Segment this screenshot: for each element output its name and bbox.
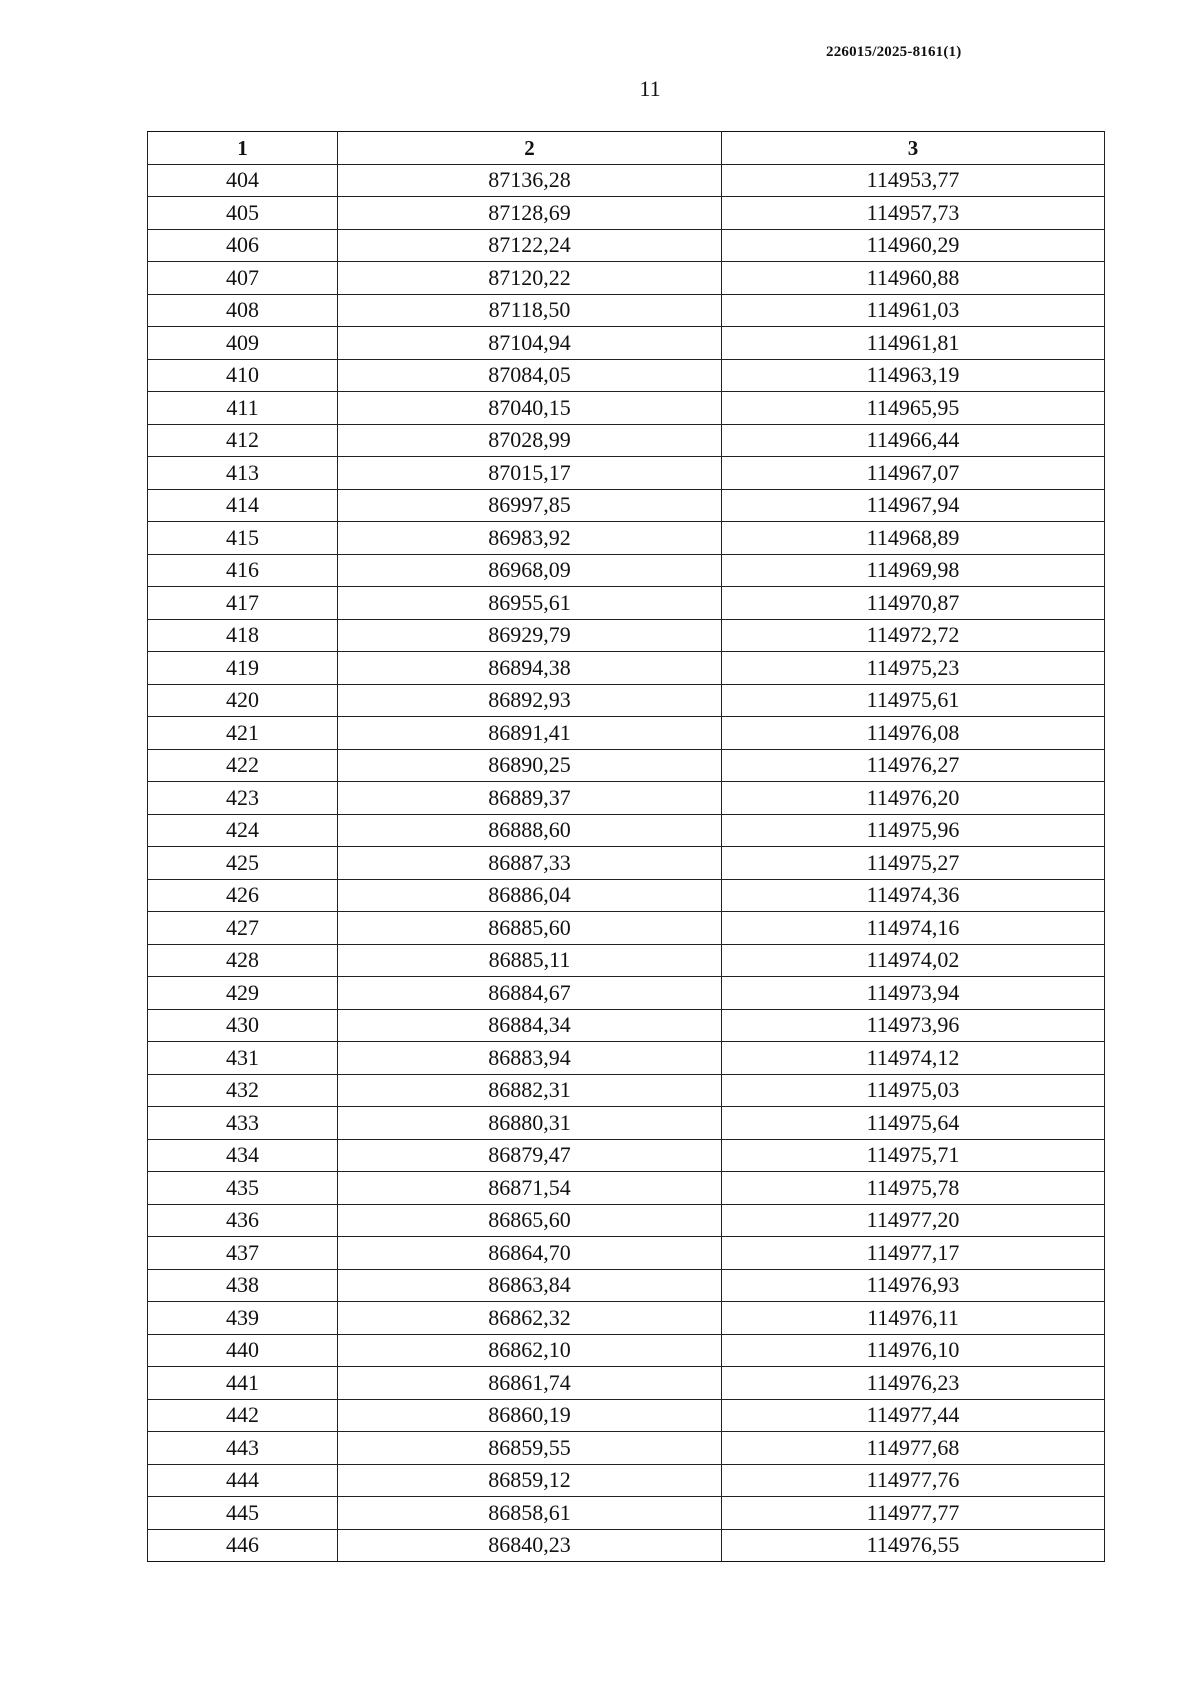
x-coordinate-cell: 86886,04 xyxy=(338,879,722,912)
column-header-3: 3 xyxy=(722,132,1105,165)
y-coordinate-cell: 114977,68 xyxy=(722,1432,1105,1465)
table-row xyxy=(148,717,1105,750)
y-coordinate-cell: 114960,29 xyxy=(722,229,1105,262)
table-row xyxy=(148,1009,1105,1042)
table-row xyxy=(148,294,1105,327)
document-code: 226015/2025-8161(1) xyxy=(826,44,962,60)
point-number-cell: 420 xyxy=(148,684,338,717)
x-coordinate-cell: 86968,09 xyxy=(338,554,722,587)
y-coordinate-cell: 114976,27 xyxy=(722,749,1105,782)
y-coordinate-cell: 114975,64 xyxy=(722,1107,1105,1140)
point-number-cell: 443 xyxy=(148,1432,338,1465)
point-number-cell: 446 xyxy=(148,1529,338,1562)
point-number-cell: 415 xyxy=(148,522,338,555)
x-coordinate-cell: 86887,33 xyxy=(338,847,722,880)
y-coordinate-cell: 114974,16 xyxy=(722,912,1105,945)
y-coordinate-cell: 114976,93 xyxy=(722,1269,1105,1302)
point-number-cell: 437 xyxy=(148,1237,338,1270)
table-row xyxy=(148,1042,1105,1075)
point-number-cell: 426 xyxy=(148,879,338,912)
y-coordinate-cell: 114975,78 xyxy=(722,1172,1105,1205)
coordinates-table xyxy=(147,131,1105,1562)
point-number-cell: 430 xyxy=(148,1009,338,1042)
y-coordinate-cell: 114976,10 xyxy=(722,1334,1105,1367)
point-number-cell: 422 xyxy=(148,749,338,782)
y-coordinate-cell: 114975,71 xyxy=(722,1139,1105,1172)
table-row xyxy=(148,1367,1105,1400)
x-coordinate-cell: 86862,10 xyxy=(338,1334,722,1367)
x-coordinate-cell: 86862,32 xyxy=(338,1302,722,1335)
point-number-cell: 418 xyxy=(148,619,338,652)
y-coordinate-cell: 114974,12 xyxy=(722,1042,1105,1075)
x-coordinate-cell: 86884,34 xyxy=(338,1009,722,1042)
table-row xyxy=(148,619,1105,652)
point-number-cell: 440 xyxy=(148,1334,338,1367)
point-number-cell: 411 xyxy=(148,392,338,425)
y-coordinate-cell: 114977,20 xyxy=(722,1204,1105,1237)
x-coordinate-cell: 87084,05 xyxy=(338,359,722,392)
y-coordinate-cell: 114963,19 xyxy=(722,359,1105,392)
point-number-cell: 410 xyxy=(148,359,338,392)
x-coordinate-cell: 86890,25 xyxy=(338,749,722,782)
table-row xyxy=(148,1204,1105,1237)
x-coordinate-cell: 86997,85 xyxy=(338,489,722,522)
table-row xyxy=(148,1074,1105,1107)
x-coordinate-cell: 86888,60 xyxy=(338,814,722,847)
y-coordinate-cell: 114957,73 xyxy=(722,197,1105,230)
point-number-cell: 445 xyxy=(148,1497,338,1530)
table-row xyxy=(148,197,1105,230)
point-number-cell: 435 xyxy=(148,1172,338,1205)
y-coordinate-cell: 114961,81 xyxy=(722,327,1105,360)
x-coordinate-cell: 86865,60 xyxy=(338,1204,722,1237)
y-coordinate-cell: 114977,17 xyxy=(722,1237,1105,1270)
point-number-cell: 405 xyxy=(148,197,338,230)
x-coordinate-cell: 86879,47 xyxy=(338,1139,722,1172)
point-number-cell: 438 xyxy=(148,1269,338,1302)
point-number-cell: 433 xyxy=(148,1107,338,1140)
x-coordinate-cell: 86859,12 xyxy=(338,1464,722,1497)
table-row xyxy=(148,944,1105,977)
y-coordinate-cell: 114975,03 xyxy=(722,1074,1105,1107)
y-coordinate-cell: 114976,08 xyxy=(722,717,1105,750)
x-coordinate-cell: 87128,69 xyxy=(338,197,722,230)
y-coordinate-cell: 114967,94 xyxy=(722,489,1105,522)
y-coordinate-cell: 114953,77 xyxy=(722,164,1105,197)
table-row xyxy=(148,912,1105,945)
table-row xyxy=(148,879,1105,912)
x-coordinate-cell: 87120,22 xyxy=(338,262,722,295)
y-coordinate-cell: 114977,44 xyxy=(722,1399,1105,1432)
x-coordinate-cell: 86929,79 xyxy=(338,619,722,652)
table-row xyxy=(148,359,1105,392)
y-coordinate-cell: 114975,27 xyxy=(722,847,1105,880)
point-number-cell: 409 xyxy=(148,327,338,360)
table-row xyxy=(148,424,1105,457)
table-row xyxy=(148,814,1105,847)
point-number-cell: 436 xyxy=(148,1204,338,1237)
x-coordinate-cell: 87122,24 xyxy=(338,229,722,262)
y-coordinate-cell: 114976,20 xyxy=(722,782,1105,815)
point-number-cell: 413 xyxy=(148,457,338,490)
point-number-cell: 423 xyxy=(148,782,338,815)
x-coordinate-cell: 86883,94 xyxy=(338,1042,722,1075)
y-coordinate-cell: 114974,36 xyxy=(722,879,1105,912)
y-coordinate-cell: 114974,02 xyxy=(722,944,1105,977)
y-coordinate-cell: 114970,87 xyxy=(722,587,1105,620)
x-coordinate-cell: 86884,67 xyxy=(338,977,722,1010)
point-number-cell: 427 xyxy=(148,912,338,945)
x-coordinate-cell: 86955,61 xyxy=(338,587,722,620)
table-row xyxy=(148,1302,1105,1335)
table-row xyxy=(148,392,1105,425)
point-number-cell: 408 xyxy=(148,294,338,327)
table-row xyxy=(148,489,1105,522)
y-coordinate-cell: 114965,95 xyxy=(722,392,1105,425)
point-number-cell: 439 xyxy=(148,1302,338,1335)
x-coordinate-cell: 86840,23 xyxy=(338,1529,722,1562)
page-number: 11 xyxy=(639,76,661,101)
x-coordinate-cell: 86864,70 xyxy=(338,1237,722,1270)
column-header-2: 2 xyxy=(338,132,722,165)
table-row xyxy=(148,1172,1105,1205)
x-coordinate-cell: 87015,17 xyxy=(338,457,722,490)
table-row xyxy=(148,554,1105,587)
y-coordinate-cell: 114973,96 xyxy=(722,1009,1105,1042)
x-coordinate-cell: 87104,94 xyxy=(338,327,722,360)
x-coordinate-cell: 86858,61 xyxy=(338,1497,722,1530)
point-number-cell: 432 xyxy=(148,1074,338,1107)
table-row xyxy=(148,684,1105,717)
table-row xyxy=(148,1139,1105,1172)
point-number-cell: 412 xyxy=(148,424,338,457)
table-row xyxy=(148,1269,1105,1302)
y-coordinate-cell: 114973,94 xyxy=(722,977,1105,1010)
point-number-cell: 424 xyxy=(148,814,338,847)
point-number-cell: 429 xyxy=(148,977,338,1010)
table-row xyxy=(148,587,1105,620)
point-number-cell: 404 xyxy=(148,164,338,197)
table-row xyxy=(148,457,1105,490)
x-coordinate-cell: 87136,28 xyxy=(338,164,722,197)
point-number-cell: 425 xyxy=(148,847,338,880)
y-coordinate-cell: 114967,07 xyxy=(722,457,1105,490)
table-row xyxy=(148,164,1105,197)
y-coordinate-cell: 114972,72 xyxy=(722,619,1105,652)
x-coordinate-cell: 86891,41 xyxy=(338,717,722,750)
table-row xyxy=(148,522,1105,555)
x-coordinate-cell: 86861,74 xyxy=(338,1367,722,1400)
x-coordinate-cell: 87118,50 xyxy=(338,294,722,327)
table-row xyxy=(148,1464,1105,1497)
point-number-cell: 442 xyxy=(148,1399,338,1432)
point-number-cell: 406 xyxy=(148,229,338,262)
y-coordinate-cell: 114976,23 xyxy=(722,1367,1105,1400)
table-row xyxy=(148,652,1105,685)
table-row xyxy=(148,1432,1105,1465)
y-coordinate-cell: 114975,23 xyxy=(722,652,1105,685)
x-coordinate-cell: 86885,11 xyxy=(338,944,722,977)
table-row xyxy=(148,1107,1105,1140)
point-number-cell: 421 xyxy=(148,717,338,750)
point-number-cell: 441 xyxy=(148,1367,338,1400)
point-number-cell: 434 xyxy=(148,1139,338,1172)
table-row xyxy=(148,1237,1105,1270)
table-row xyxy=(148,229,1105,262)
x-coordinate-cell: 86885,60 xyxy=(338,912,722,945)
point-number-cell: 431 xyxy=(148,1042,338,1075)
table-row xyxy=(148,1399,1105,1432)
x-coordinate-cell: 87040,15 xyxy=(338,392,722,425)
x-coordinate-cell: 86880,31 xyxy=(338,1107,722,1140)
y-coordinate-cell: 114966,44 xyxy=(722,424,1105,457)
x-coordinate-cell: 86882,31 xyxy=(338,1074,722,1107)
table-row xyxy=(148,262,1105,295)
x-coordinate-cell: 86860,19 xyxy=(338,1399,722,1432)
table-row xyxy=(148,1334,1105,1367)
table-row xyxy=(148,749,1105,782)
table-body xyxy=(148,164,1105,1562)
table-row xyxy=(148,977,1105,1010)
x-coordinate-cell: 86894,38 xyxy=(338,652,722,685)
table-row xyxy=(148,847,1105,880)
y-coordinate-cell: 114977,77 xyxy=(722,1497,1105,1530)
point-number-cell: 414 xyxy=(148,489,338,522)
y-coordinate-cell: 114976,55 xyxy=(722,1529,1105,1562)
y-coordinate-cell: 114977,76 xyxy=(722,1464,1105,1497)
x-coordinate-cell: 87028,99 xyxy=(338,424,722,457)
point-number-cell: 416 xyxy=(148,554,338,587)
y-coordinate-cell: 114960,88 xyxy=(722,262,1105,295)
table-header-row xyxy=(148,132,1105,165)
x-coordinate-cell: 86983,92 xyxy=(338,522,722,555)
x-coordinate-cell: 86892,93 xyxy=(338,684,722,717)
y-coordinate-cell: 114969,98 xyxy=(722,554,1105,587)
y-coordinate-cell: 114975,61 xyxy=(722,684,1105,717)
y-coordinate-cell: 114976,11 xyxy=(722,1302,1105,1335)
y-coordinate-cell: 114968,89 xyxy=(722,522,1105,555)
point-number-cell: 444 xyxy=(148,1464,338,1497)
x-coordinate-cell: 86863,84 xyxy=(338,1269,722,1302)
y-coordinate-cell: 114975,96 xyxy=(722,814,1105,847)
y-coordinate-cell: 114961,03 xyxy=(722,294,1105,327)
column-header-1: 1 xyxy=(148,132,338,165)
x-coordinate-cell: 86871,54 xyxy=(338,1172,722,1205)
x-coordinate-cell: 86889,37 xyxy=(338,782,722,815)
table-row xyxy=(148,327,1105,360)
table-row xyxy=(148,1529,1105,1562)
point-number-cell: 407 xyxy=(148,262,338,295)
table-row xyxy=(148,1497,1105,1530)
point-number-cell: 417 xyxy=(148,587,338,620)
point-number-cell: 428 xyxy=(148,944,338,977)
x-coordinate-cell: 86859,55 xyxy=(338,1432,722,1465)
table-row xyxy=(148,782,1105,815)
point-number-cell: 419 xyxy=(148,652,338,685)
